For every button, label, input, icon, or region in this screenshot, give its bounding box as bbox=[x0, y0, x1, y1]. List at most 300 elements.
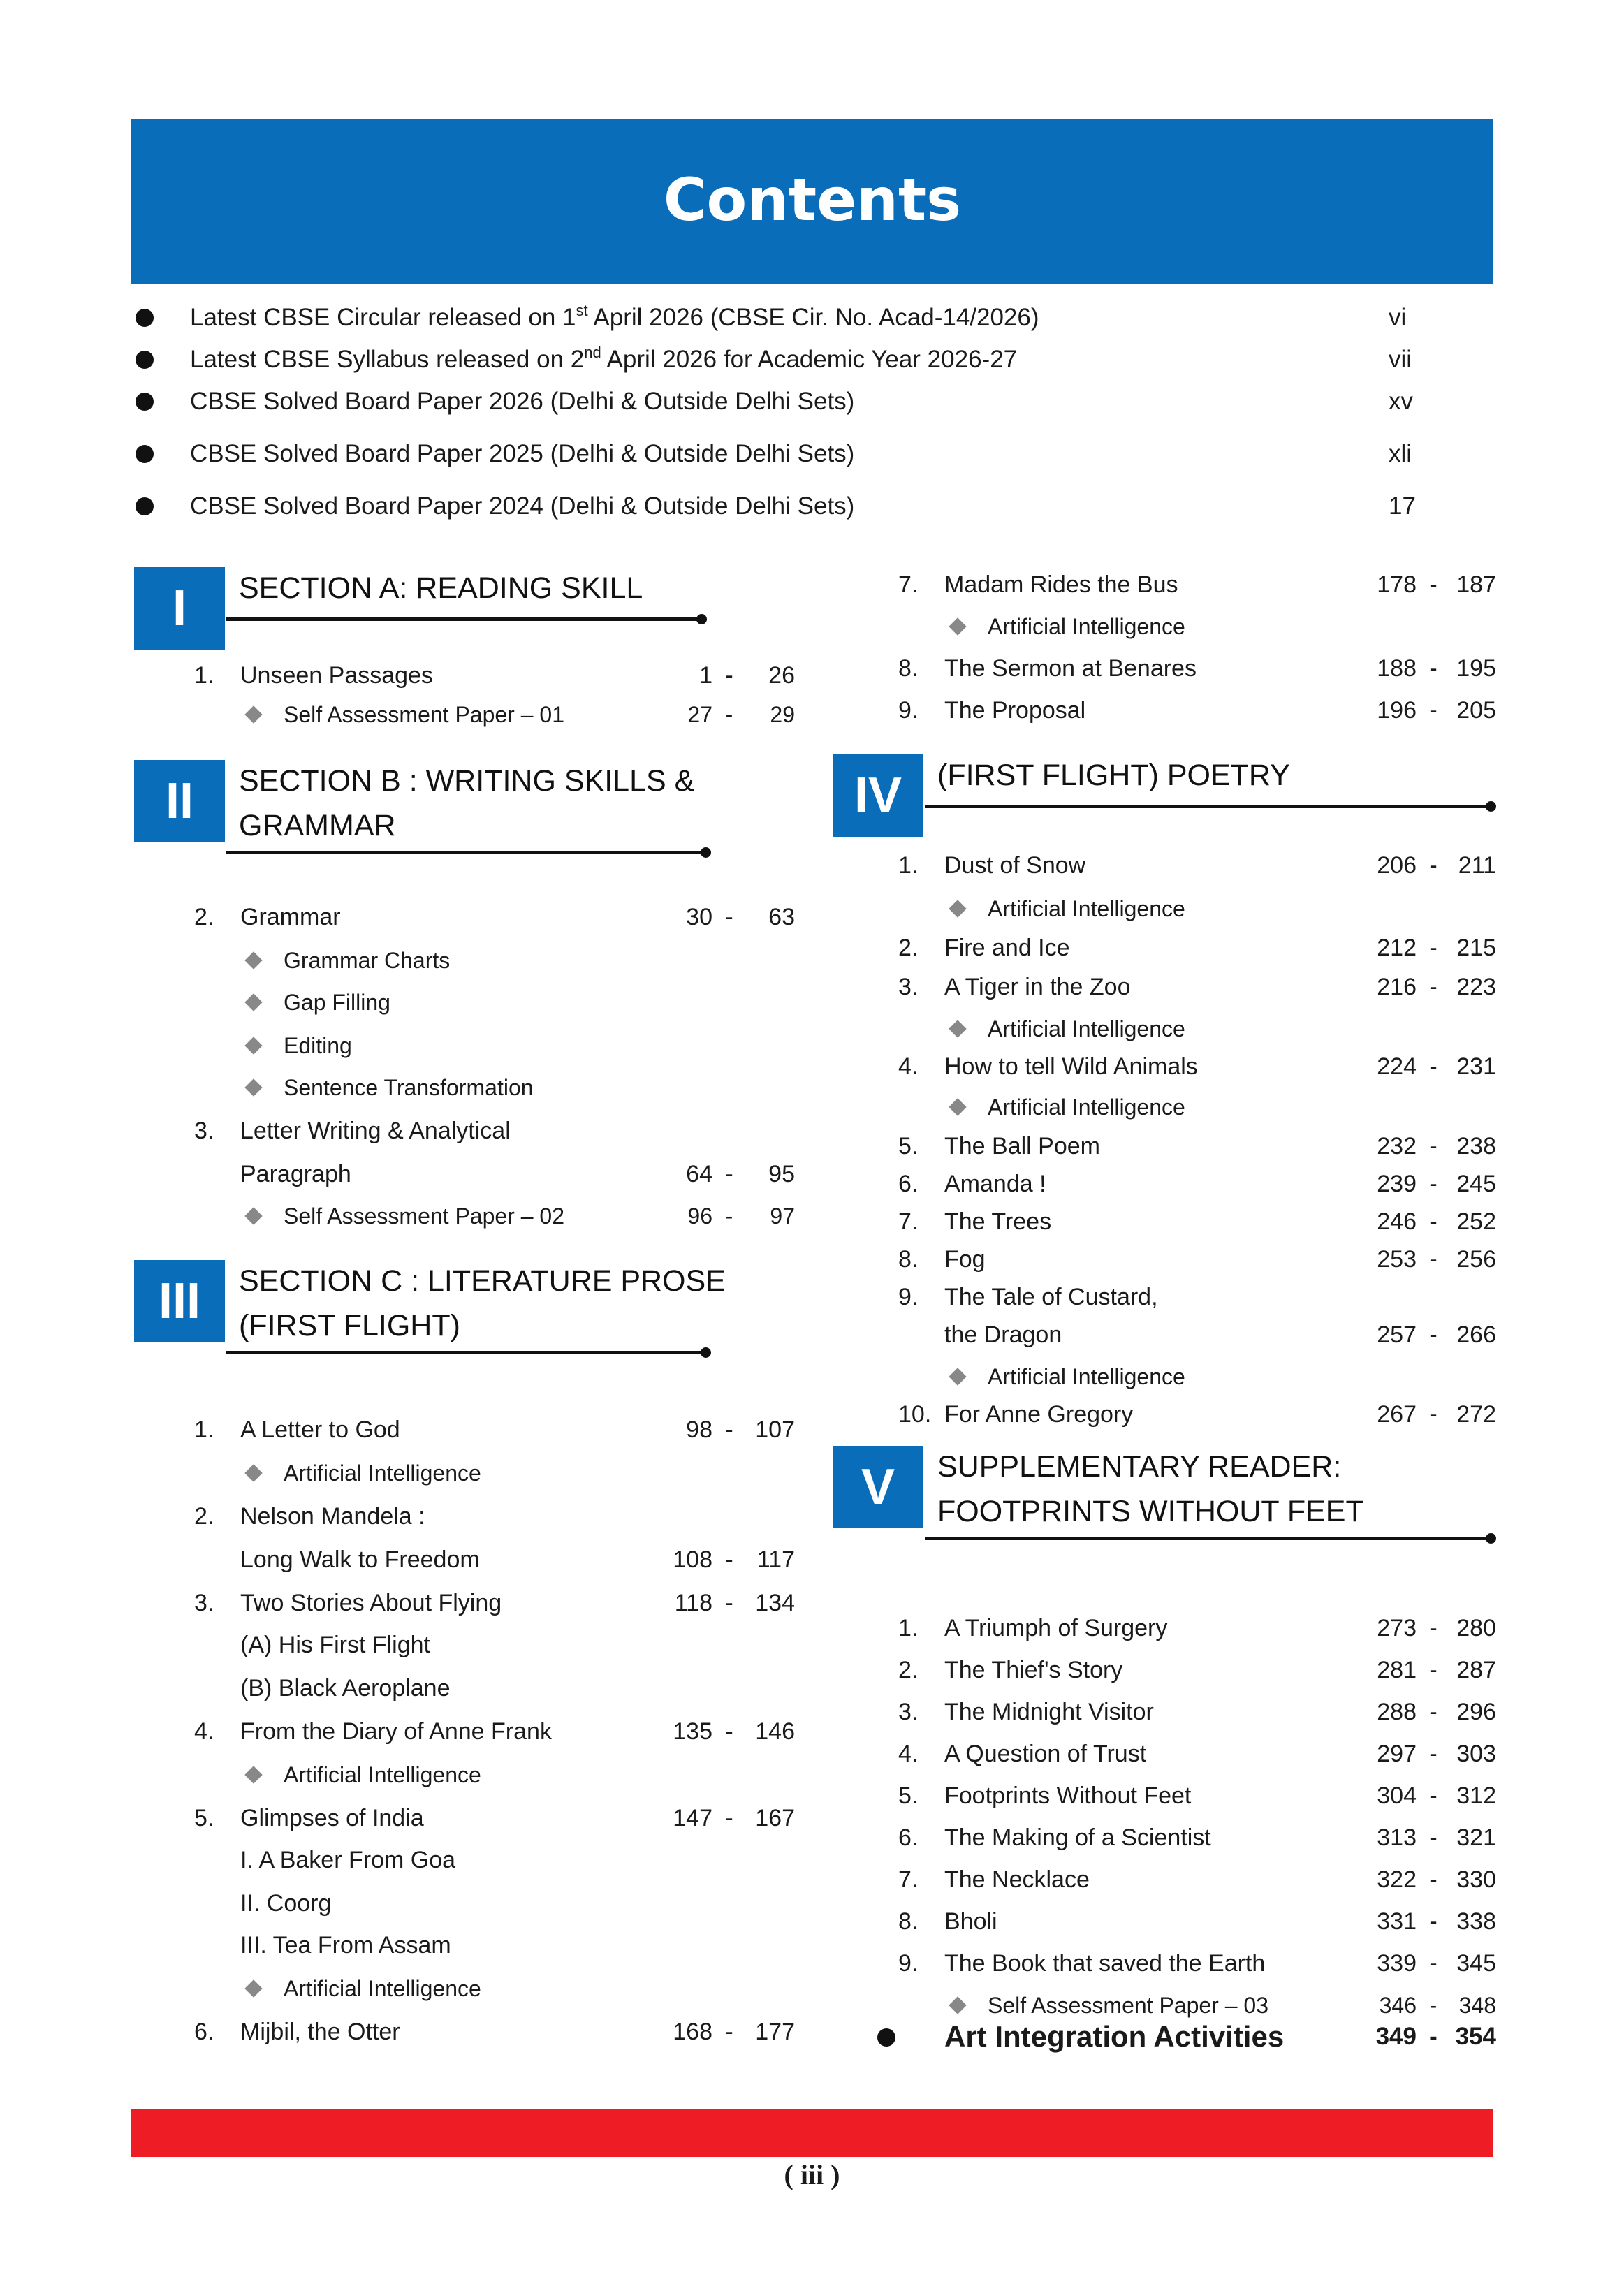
top-list-item bbox=[131, 297, 1493, 339]
page-end: 97 bbox=[770, 1203, 795, 1229]
bullet-icon bbox=[136, 497, 154, 515]
page-start: 349 bbox=[1375, 2023, 1417, 2050]
entry-number: 1. bbox=[898, 1615, 919, 1641]
entry-label: Fire and Ice bbox=[944, 935, 1070, 961]
page-end: 303 bbox=[1456, 1741, 1496, 1767]
page-range-dash: - bbox=[725, 662, 733, 689]
page-start: 135 bbox=[673, 1718, 712, 1745]
page-range-dash: - bbox=[725, 2019, 733, 2045]
art-integration-entry bbox=[877, 2016, 1506, 2058]
entry-label: A Letter to God bbox=[240, 1416, 400, 1443]
bullet-icon bbox=[136, 445, 154, 463]
entry-number: 7. bbox=[898, 1208, 919, 1235]
entry-label: II. Coorg bbox=[240, 1890, 332, 1917]
toc-entry bbox=[898, 693, 1513, 728]
diamond-bullet-icon bbox=[949, 1098, 966, 1115]
footer-band bbox=[131, 2109, 1493, 2157]
entry-number: 6. bbox=[898, 1171, 919, 1197]
diamond-bullet-icon bbox=[949, 1368, 966, 1385]
page-start: 188 bbox=[1377, 655, 1417, 682]
section-title-line2: (FIRST FLIGHT) bbox=[239, 1309, 460, 1342]
page-end: 107 bbox=[755, 1416, 795, 1443]
sub-entry bbox=[898, 891, 1513, 926]
entry-label: Grammar bbox=[240, 904, 341, 930]
page-end: 245 bbox=[1456, 1171, 1496, 1197]
entry-label: From the Diary of Anne Frank bbox=[240, 1718, 552, 1745]
page-start: 346 bbox=[1379, 1993, 1417, 2018]
page-end: 330 bbox=[1456, 1866, 1496, 1893]
superscript: st bbox=[576, 302, 588, 319]
page-end: 238 bbox=[1456, 1133, 1496, 1159]
diamond-bullet-icon bbox=[949, 1996, 966, 2014]
section-title: SECTION A: READING SKILL bbox=[239, 571, 643, 605]
entry-number: 9. bbox=[898, 697, 919, 724]
bullet-icon bbox=[136, 309, 154, 327]
page-range-dash: - bbox=[1429, 1322, 1438, 1348]
entry-number: 9. bbox=[898, 1284, 919, 1310]
sub-entry bbox=[898, 1359, 1513, 1394]
entry-label: I. A Baker From Goa bbox=[240, 1847, 456, 1873]
top-item-page: vi bbox=[1389, 304, 1407, 331]
bullet-icon bbox=[136, 351, 154, 369]
page-start: 322 bbox=[1377, 1866, 1417, 1893]
toc-entry bbox=[194, 1157, 809, 1192]
page-start: 64 bbox=[686, 1161, 712, 1187]
toc-entry bbox=[194, 1843, 809, 1877]
toc-entry bbox=[898, 1397, 1513, 1432]
entry-label: Grammar Charts bbox=[284, 948, 451, 973]
page-range-dash: - bbox=[1429, 571, 1438, 598]
page-start: 118 bbox=[674, 1590, 712, 1616]
toc-entry bbox=[194, 1586, 809, 1620]
section-title: (FIRST FLIGHT) POETRY bbox=[937, 759, 1290, 792]
diamond-bullet-icon bbox=[949, 1020, 966, 1037]
top-list-item bbox=[131, 433, 1493, 475]
entry-label: Glimpses of India bbox=[240, 1805, 424, 1831]
entry-label: The Sermon at Benares bbox=[944, 655, 1197, 682]
section-title: SECTION C : LITERATURE PROSE bbox=[239, 1264, 726, 1298]
entry-number: 2. bbox=[194, 904, 214, 930]
toc-entry bbox=[898, 1904, 1513, 1939]
entry-label: (A) His First Flight bbox=[240, 1632, 430, 1658]
sub-entry bbox=[898, 1011, 1513, 1046]
page-end: 231 bbox=[1456, 1053, 1496, 1080]
top-item-label: CBSE Solved Board Paper 2025 (Delhi & Outside Delhi Sets) bbox=[190, 440, 855, 467]
page-end: 256 bbox=[1456, 1246, 1496, 1273]
entry-number: 3. bbox=[194, 1118, 214, 1144]
entry-label: Editing bbox=[284, 1033, 352, 1058]
entry-label: Self Assessment Paper – 01 bbox=[284, 702, 564, 727]
toc-entry bbox=[898, 651, 1513, 686]
entry-label: A Question of Trust bbox=[944, 1741, 1147, 1767]
section-underline bbox=[925, 1537, 1491, 1540]
page-range-dash: - bbox=[1429, 1950, 1438, 1977]
toc-entry bbox=[898, 1820, 1513, 1855]
page-range-dash: - bbox=[725, 1546, 733, 1573]
entry-number: 8. bbox=[898, 1246, 919, 1273]
entry-label: Long Walk to Freedom bbox=[240, 1546, 480, 1573]
section-title-line2: GRAMMAR bbox=[239, 809, 396, 842]
toc-entry bbox=[194, 1714, 809, 1749]
section-underline bbox=[226, 851, 705, 854]
page-start: 30 bbox=[686, 904, 712, 930]
top-item-label: CBSE Solved Board Paper 2026 (Delhi & Outside Delhi Sets) bbox=[190, 388, 855, 415]
entry-number: 3. bbox=[898, 1699, 919, 1725]
page-start: 232 bbox=[1377, 1133, 1417, 1159]
top-list-item bbox=[131, 485, 1493, 527]
superscript: nd bbox=[584, 344, 601, 361]
top-item-page: xv bbox=[1389, 388, 1413, 415]
page-end: 215 bbox=[1456, 935, 1496, 961]
page-end: 134 bbox=[755, 1590, 795, 1616]
sub-entry bbox=[194, 1757, 809, 1792]
entry-label: Sentence Transformation bbox=[284, 1075, 534, 1100]
toc-entry bbox=[898, 969, 1513, 1004]
art-label: Art Integration Activities bbox=[944, 2020, 1285, 2053]
entry-label: the Dragon bbox=[944, 1322, 1062, 1348]
entry-label: Artificial Intelligence bbox=[988, 1364, 1185, 1389]
page-end: 266 bbox=[1456, 1322, 1496, 1348]
page-range-dash: - bbox=[1429, 1246, 1438, 1273]
page-start: 253 bbox=[1377, 1246, 1417, 1273]
toc-entry bbox=[194, 1542, 809, 1577]
toc-entry bbox=[194, 1499, 809, 1534]
sub-entry bbox=[194, 1971, 809, 2006]
section-badge: III bbox=[134, 1260, 225, 1342]
entry-number: 3. bbox=[194, 1590, 214, 1616]
entry-label: The Proposal bbox=[944, 697, 1086, 724]
entry-label: Artificial Intelligence bbox=[988, 896, 1185, 921]
section-badge: II bbox=[134, 760, 225, 842]
page-range-dash: - bbox=[1429, 935, 1438, 961]
page-range-dash: - bbox=[1429, 1866, 1438, 1893]
entry-number: 2. bbox=[194, 1503, 214, 1530]
page-range-dash: - bbox=[1429, 1657, 1438, 1683]
page-end: 205 bbox=[1456, 697, 1496, 724]
page-range-dash: - bbox=[1429, 852, 1438, 879]
page-range-dash: - bbox=[1429, 1171, 1438, 1197]
entry-label: The Tale of Custard, bbox=[944, 1284, 1158, 1310]
top-list-item bbox=[131, 381, 1493, 423]
entry-number: 1. bbox=[194, 662, 214, 689]
page-end: 211 bbox=[1458, 852, 1496, 879]
entry-number: 2. bbox=[898, 935, 919, 961]
toc-entry bbox=[194, 900, 809, 935]
section-badge: IV bbox=[833, 754, 923, 837]
top-list-item bbox=[131, 339, 1493, 381]
page-end: 95 bbox=[768, 1161, 795, 1187]
page-end: 26 bbox=[768, 662, 795, 689]
entry-label: The Making of a Scientist bbox=[944, 1824, 1211, 1851]
page-start: 196 bbox=[1377, 697, 1417, 724]
entry-number: 1. bbox=[898, 852, 919, 879]
page-end: 345 bbox=[1456, 1950, 1496, 1977]
section-badge: V bbox=[833, 1446, 923, 1528]
toc-entry bbox=[898, 1049, 1513, 1084]
page-end: 63 bbox=[768, 904, 795, 930]
top-item-label: Latest CBSE Syllabus released on 2nd April 2026 for Academic Year 2026-27 bbox=[190, 344, 1018, 373]
page-end: 321 bbox=[1456, 1824, 1496, 1851]
entry-number: 4. bbox=[898, 1053, 919, 1080]
toc-entry bbox=[194, 1627, 809, 1662]
entry-number: 4. bbox=[898, 1741, 919, 1767]
page-start: 239 bbox=[1377, 1171, 1417, 1197]
entry-label: The Thief's Story bbox=[944, 1657, 1123, 1683]
section-title-line2: FOOTPRINTS WITHOUT FEET bbox=[937, 1495, 1364, 1528]
toc-entry bbox=[898, 1653, 1513, 1688]
page-end: 348 bbox=[1458, 1993, 1496, 2018]
page-start: 273 bbox=[1377, 1615, 1417, 1641]
page-start: 257 bbox=[1377, 1322, 1417, 1348]
entry-label: Amanda ! bbox=[944, 1171, 1046, 1197]
page-range-dash: - bbox=[1429, 1993, 1438, 2018]
bullet-icon bbox=[136, 393, 154, 411]
entry-label: For Anne Gregory bbox=[944, 1401, 1134, 1428]
entry-label: The Midnight Visitor bbox=[944, 1699, 1154, 1725]
entry-label: Unseen Passages bbox=[240, 662, 433, 689]
entry-number: 10. bbox=[898, 1401, 932, 1428]
page-end: 187 bbox=[1456, 571, 1496, 598]
entry-number: 7. bbox=[898, 571, 919, 598]
entry-label: The Trees bbox=[944, 1208, 1052, 1235]
sub-entry bbox=[194, 1028, 809, 1063]
page-range-dash: - bbox=[725, 1416, 733, 1443]
toc-entry bbox=[194, 1928, 809, 1963]
top-item-label: Latest CBSE Circular released on 1st April 2026 (CBSE Cir. No. Acad-14/2026) bbox=[190, 302, 1039, 331]
top-item-page: xli bbox=[1389, 440, 1412, 467]
page-range-dash: - bbox=[1429, 1401, 1438, 1428]
diamond-bullet-icon bbox=[244, 1078, 262, 1096]
page-start: 304 bbox=[1377, 1782, 1417, 1809]
diamond-bullet-icon bbox=[244, 1207, 262, 1224]
entry-label: Two Stories About Flying bbox=[240, 1590, 502, 1616]
entry-number: 1. bbox=[194, 1416, 214, 1443]
header-band bbox=[131, 119, 1493, 284]
toc-entry bbox=[194, 1801, 809, 1836]
entry-number: 6. bbox=[898, 1824, 919, 1851]
entry-number: 9. bbox=[898, 1950, 919, 1977]
entry-label: Artificial Intelligence bbox=[284, 1461, 481, 1486]
top-item-label: CBSE Solved Board Paper 2024 (Delhi & Outside Delhi Sets) bbox=[190, 492, 855, 520]
sub-entry bbox=[898, 609, 1513, 644]
page-title: Contents bbox=[663, 166, 962, 234]
entry-label: Dust of Snow bbox=[944, 852, 1086, 879]
diamond-bullet-icon bbox=[949, 900, 966, 917]
diamond-bullet-icon bbox=[949, 617, 966, 635]
entry-label: Paragraph bbox=[240, 1161, 351, 1187]
entry-number: 6. bbox=[194, 2019, 214, 2045]
page-end: 272 bbox=[1456, 1401, 1496, 1428]
entry-number: 8. bbox=[898, 655, 919, 682]
page-end: 280 bbox=[1456, 1615, 1496, 1641]
section-underline bbox=[226, 617, 701, 621]
diamond-bullet-icon bbox=[244, 951, 262, 969]
sub-entry bbox=[194, 985, 809, 1020]
entry-label: Fog bbox=[944, 1246, 986, 1273]
section-underline bbox=[226, 1351, 705, 1354]
page-start: 1 bbox=[699, 662, 712, 689]
page-end: 354 bbox=[1455, 2023, 1496, 2050]
page-start: 96 bbox=[687, 1203, 712, 1229]
sub-entry bbox=[194, 697, 809, 732]
page-end: 296 bbox=[1456, 1699, 1496, 1725]
page-start: 224 bbox=[1377, 1053, 1417, 1080]
page-range-dash: - bbox=[1429, 1699, 1438, 1725]
toc-entry bbox=[898, 567, 1513, 602]
page-range-dash: - bbox=[725, 1805, 733, 1831]
toc-entry bbox=[898, 1280, 1513, 1315]
toc-entry bbox=[898, 1862, 1513, 1897]
toc-entry bbox=[194, 1113, 809, 1148]
toc-entry bbox=[194, 658, 809, 693]
page-range-dash: - bbox=[1429, 2023, 1438, 2050]
page-start: 27 bbox=[687, 702, 712, 727]
page-start: 168 bbox=[673, 2019, 712, 2045]
toc-entry bbox=[898, 1204, 1513, 1239]
page-end: 252 bbox=[1456, 1208, 1496, 1235]
section-title: SECTION B : WRITING SKILLS & bbox=[239, 764, 695, 798]
diamond-bullet-icon bbox=[244, 993, 262, 1011]
page-range-dash: - bbox=[1429, 1208, 1438, 1235]
toc-entry bbox=[898, 1736, 1513, 1771]
toc-entry bbox=[898, 1946, 1513, 1981]
section-underline bbox=[925, 805, 1491, 808]
page-start: 267 bbox=[1377, 1401, 1417, 1428]
entry-number: 3. bbox=[898, 974, 919, 1000]
sub-entry bbox=[194, 943, 809, 978]
entry-label: The Ball Poem bbox=[944, 1133, 1100, 1159]
page-range-dash: - bbox=[1429, 974, 1438, 1000]
toc-entry bbox=[898, 1129, 1513, 1164]
diamond-bullet-icon bbox=[244, 705, 262, 723]
entry-label: A Triumph of Surgery bbox=[944, 1615, 1168, 1641]
toc-entry bbox=[194, 2014, 809, 2049]
top-item-page: 17 bbox=[1389, 492, 1416, 520]
diamond-bullet-icon bbox=[244, 1037, 262, 1054]
entry-label: The Necklace bbox=[944, 1866, 1090, 1893]
entry-label: Self Assessment Paper – 03 bbox=[988, 1993, 1268, 2018]
entry-number: 5. bbox=[898, 1782, 919, 1809]
page-range-dash: - bbox=[725, 904, 733, 930]
page-end: 338 bbox=[1456, 1908, 1496, 1935]
entry-number: 5. bbox=[898, 1133, 919, 1159]
page-range-dash: - bbox=[1429, 1133, 1438, 1159]
page-range-dash: - bbox=[1429, 697, 1438, 724]
entry-label: Artificial Intelligence bbox=[988, 1095, 1185, 1120]
entry-number: 2. bbox=[898, 1657, 919, 1683]
page-range-dash: - bbox=[1429, 1741, 1438, 1767]
entry-label: Gap Filling bbox=[284, 990, 390, 1015]
entry-label: Artificial Intelligence bbox=[988, 1016, 1185, 1041]
page-range-dash: - bbox=[725, 702, 733, 727]
section-title: SUPPLEMENTARY READER: bbox=[937, 1450, 1342, 1484]
page-end: 29 bbox=[770, 702, 795, 727]
page-end: 167 bbox=[755, 1805, 795, 1831]
entry-label: Nelson Mandela : bbox=[240, 1503, 425, 1530]
entry-label: Footprints Without Feet bbox=[944, 1782, 1192, 1809]
page-end: 312 bbox=[1456, 1782, 1496, 1809]
entry-label: Self Assessment Paper – 02 bbox=[284, 1203, 564, 1229]
page-range-dash: - bbox=[725, 1718, 733, 1745]
sub-entry bbox=[194, 1456, 809, 1491]
page-range-dash: - bbox=[1429, 1908, 1438, 1935]
toc-entry bbox=[898, 1778, 1513, 1813]
diamond-bullet-icon bbox=[244, 1464, 262, 1481]
page-range-dash: - bbox=[1429, 1782, 1438, 1809]
page-range-dash: - bbox=[725, 1161, 733, 1187]
page-range-dash: - bbox=[1429, 1053, 1438, 1080]
toc-entry bbox=[898, 848, 1513, 883]
bullet-icon bbox=[877, 2028, 895, 2047]
page-start: 313 bbox=[1377, 1824, 1417, 1851]
page-end: 223 bbox=[1456, 974, 1496, 1000]
page-range-dash: - bbox=[725, 1203, 733, 1229]
entry-label: How to tell Wild Animals bbox=[944, 1053, 1198, 1080]
page-start: 147 bbox=[673, 1805, 712, 1831]
entry-label: Letter Writing & Analytical bbox=[240, 1118, 511, 1144]
sub-entry bbox=[194, 1199, 809, 1233]
page-number: ( iii ) bbox=[784, 2159, 840, 2190]
toc-entry bbox=[898, 1166, 1513, 1201]
page-start: 281 bbox=[1377, 1657, 1417, 1683]
toc-entry bbox=[194, 1412, 809, 1447]
top-item-page: vii bbox=[1389, 346, 1412, 373]
page-start: 331 bbox=[1377, 1908, 1417, 1935]
page-start: 212 bbox=[1377, 935, 1417, 961]
toc-entry bbox=[898, 1611, 1513, 1646]
page-start: 216 bbox=[1377, 974, 1417, 1000]
page-end: 146 bbox=[755, 1718, 795, 1745]
page-end: 287 bbox=[1456, 1657, 1496, 1683]
sub-entry bbox=[898, 1090, 1513, 1125]
entry-number: 8. bbox=[898, 1908, 919, 1935]
toc-entry bbox=[898, 930, 1513, 965]
toc-entry bbox=[898, 1242, 1513, 1277]
sub-entry bbox=[194, 1070, 809, 1105]
entry-label: Mijbil, the Otter bbox=[240, 2019, 400, 2045]
page-start: 98 bbox=[686, 1416, 712, 1443]
page-range-dash: - bbox=[725, 1590, 733, 1616]
page-end: 177 bbox=[755, 2019, 795, 2045]
diamond-bullet-icon bbox=[244, 1766, 262, 1783]
toc-entry bbox=[898, 1694, 1513, 1729]
toc-entry bbox=[194, 1671, 809, 1706]
page-end: 117 bbox=[756, 1546, 795, 1573]
entry-label: Artificial Intelligence bbox=[284, 1976, 481, 2001]
entry-label: III. Tea From Assam bbox=[240, 1932, 451, 1959]
page-range-dash: - bbox=[1429, 655, 1438, 682]
entry-label: Artificial Intelligence bbox=[988, 614, 1185, 639]
toc-entry bbox=[898, 1317, 1513, 1352]
page-start: 288 bbox=[1377, 1699, 1417, 1725]
entry-number: 4. bbox=[194, 1718, 214, 1745]
page-start: 206 bbox=[1377, 852, 1417, 879]
entry-number: 5. bbox=[194, 1805, 214, 1831]
diamond-bullet-icon bbox=[244, 1979, 262, 1997]
page-range-dash: - bbox=[1429, 1824, 1438, 1851]
section-badge: I bbox=[134, 567, 225, 650]
entry-label: Bholi bbox=[944, 1908, 997, 1935]
entry-number: 7. bbox=[898, 1866, 919, 1893]
entry-label: (B) Black Aeroplane bbox=[240, 1675, 451, 1701]
page-start: 178 bbox=[1377, 571, 1417, 598]
page-end: 195 bbox=[1456, 655, 1496, 682]
page-start: 246 bbox=[1377, 1208, 1417, 1235]
page-range-dash: - bbox=[1429, 1615, 1438, 1641]
entry-label: The Book that saved the Earth bbox=[944, 1950, 1266, 1977]
page-start: 339 bbox=[1377, 1950, 1417, 1977]
entry-label: Madam Rides the Bus bbox=[944, 571, 1178, 598]
